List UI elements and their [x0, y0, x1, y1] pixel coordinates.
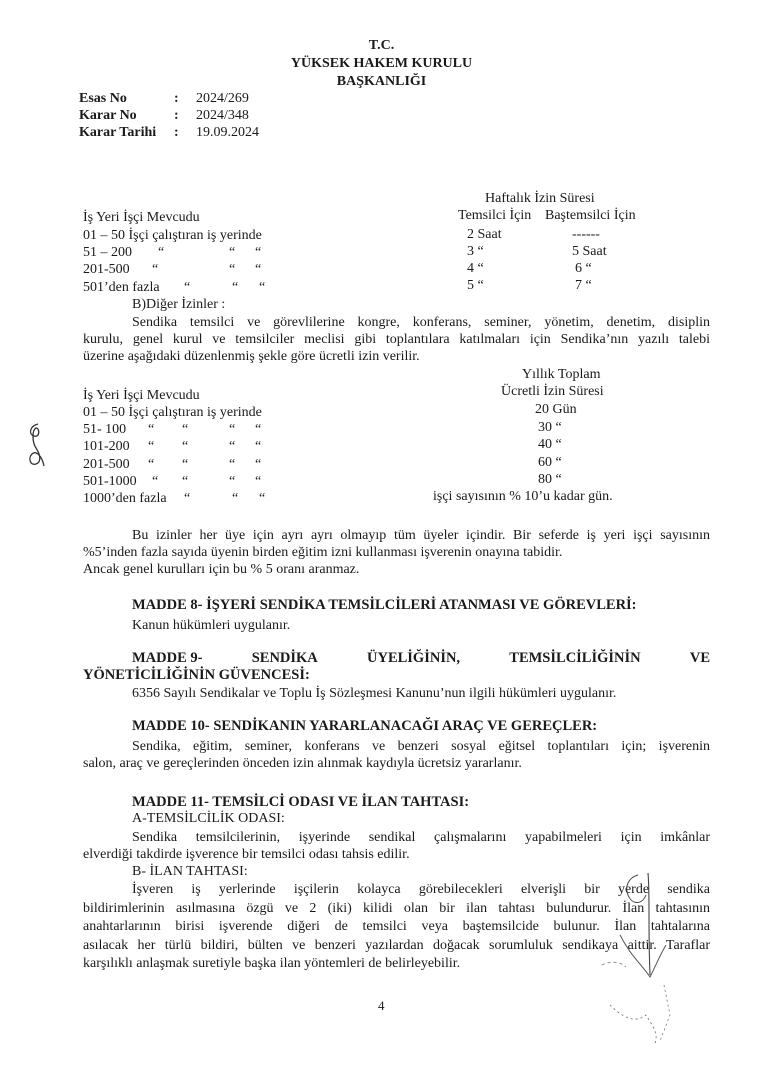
madde10-heading: MADDE 10- SENDİKANIN YARARLANACAĞI ARAÇ VE GEREÇLER:	[132, 718, 598, 734]
paragraph-line: %5’inden fazla sayıda üyenin birden eğitim izni kullanması işverenin onayına tabidir.	[83, 545, 563, 560]
table2-cell: 60 “	[538, 455, 562, 470]
table2-cell: 40 “	[538, 437, 562, 452]
madde10-body	[83, 738, 710, 772]
signature-scribble	[590, 865, 690, 1055]
table2-cell: 80 “	[538, 472, 562, 487]
table1-cell: 5 Saat	[572, 244, 607, 259]
ditto-mark: “	[182, 422, 189, 437]
table1-row-label: 01 – 50 İşçi çalıştıran iş yerinde	[83, 228, 262, 243]
meta-label: Esas No	[79, 91, 127, 106]
meta-value: 19.09.2024	[196, 125, 259, 140]
ditto-mark: “	[229, 474, 236, 489]
ditto-mark: “	[255, 245, 262, 260]
paragraph-line: elverdiği takdirde işverence bir temsilci odası tahsis edilir.	[83, 847, 410, 862]
paragraph-line: Sendika temsilci ve görevlilerine kongre, konferans, seminer, yönetim, denetim, disiplin	[132, 315, 710, 330]
madde9-heading	[132, 650, 710, 667]
ditto-mark: “	[148, 457, 155, 472]
madde11-a-body	[83, 829, 710, 863]
ditto-mark: “	[152, 474, 159, 489]
paragraph-line: İşveren iş yerlerinde işçilerin kolayca görebilecekleri elverişli bir yerde sendika	[132, 882, 710, 897]
ditto-mark: “	[184, 491, 191, 506]
paragraph-line: salon, araç ve gereçlerinden önceden izin alınmak kaydıyla ücretsiz yararlanır.	[83, 756, 522, 771]
ditto-mark: “	[182, 474, 189, 489]
paragraph-line: Sendika temsilcilerinin, işyerinde sendikal çalışmalarını yapabilmeleri için imkânlar	[132, 830, 710, 845]
madde8-body: Kanun hükümleri uygulanır.	[132, 618, 291, 633]
table2-row-label: 1000’den fazla	[83, 491, 167, 506]
table1-cell: 5 “	[467, 278, 484, 293]
madde11-b-title: B- İLAN TAHTASI:	[132, 864, 248, 879]
table1-row-label: 501’den fazla	[83, 280, 160, 295]
ditto-mark: “	[182, 457, 189, 472]
meta-label: Karar No	[79, 108, 137, 123]
madde9-heading-line2: YÖNETİCİLİĞİNİN GÜVENCESİ:	[83, 667, 310, 683]
ditto-mark: “	[232, 280, 239, 295]
table1-cell: 7 “	[575, 278, 592, 293]
ditto-mark: “	[148, 439, 155, 454]
madde9-body: 6356 Sayılı Sendikalar ve Toplu İş Sözleşmesi Kanunu’nun ilgili hükümleri uygulanır.	[132, 686, 617, 701]
header-tc: T.C.	[368, 38, 395, 53]
meta-value: 2024/348	[196, 108, 249, 123]
ditto-mark: “	[255, 439, 262, 454]
heading-word: VE	[689, 650, 710, 666]
ditto-mark: “	[182, 439, 189, 454]
ditto-mark: “	[229, 439, 236, 454]
table1-row-header: İş Yeri İşçi Mevcudu	[83, 210, 200, 225]
ditto-mark: “	[255, 422, 262, 437]
madde8-heading: MADDE 8- İŞYERİ SENDİKA TEMSİLCİLERİ ATANMASI VE GÖREVLERİ:	[132, 597, 637, 613]
table1-row-label: 51 – 200	[83, 245, 132, 260]
table1-cell: 6 “	[575, 261, 592, 276]
header-institution: YÜKSEK HAKEM KURULU	[290, 56, 473, 71]
meta-value: 2024/269	[196, 91, 249, 106]
page-number: 4	[378, 998, 385, 1013]
madde11-a-title: A-TEMSİLCİLİK ODASI:	[132, 811, 285, 826]
table2-cell: 20 Gün	[535, 402, 577, 417]
paragraph-line: Bu izinler her üye için ayrı ayrı olmayıp tüm üyeler içindir. Bir seferde iş yeri işçi sayısının	[132, 528, 710, 543]
ditto-mark: “	[259, 491, 266, 506]
meta-sep: :	[174, 91, 179, 106]
margin-paraph-signature	[18, 420, 54, 470]
paragraph-line: Ancak genel kurulları için bu % 5 oranı aranmaz.	[83, 562, 360, 577]
meta-sep: :	[174, 108, 179, 123]
table1-cell: 3 “	[467, 244, 484, 259]
ditto-mark: “	[259, 280, 266, 295]
header-department: BAŞKANLIĞI	[336, 74, 427, 89]
note-paragraph	[83, 527, 710, 578]
table2-row-label: 01 – 50 İşçi çalıştıran iş yerinde	[83, 405, 262, 420]
heading-word: MADDE 9-	[132, 650, 203, 666]
table1-col-sub2: Baştemsilci İçin	[545, 208, 636, 223]
ditto-mark: “	[255, 262, 262, 277]
heading-word: TEMSİLCİLİĞİNİN	[509, 650, 641, 666]
paragraph-line: asılacak her türlü bildiri, bülten ve benzeri yazılardan doğacak sorumluluk sendikaya aittir. Taraflar	[83, 937, 710, 953]
meta-label: Karar Tarihi	[79, 125, 157, 140]
paragraph-line: kurulu, genel kurul ve temsilciler meclisi gibi toplantılara katılmaları için Sendika’nın yazılı talebi	[83, 332, 710, 347]
table2-row-label: 51- 100	[83, 422, 127, 437]
section-b-title: B)Diğer İzinler :	[132, 297, 226, 312]
table2-row-label: 501-1000	[83, 474, 137, 489]
ditto-mark: “	[158, 245, 165, 260]
paragraph-line: üzerine aşağıdaki düzenlenmiş şekle göre ücretli izin verilir.	[83, 349, 420, 364]
ditto-mark: “	[229, 457, 236, 472]
table1-cell: ------	[572, 227, 600, 242]
paragraph-line: bildirimlerinin asılmasına özgü ve 2 (iki) kilidi olan bir ilan tahtası bulundurur. İlan tahtasının	[83, 900, 710, 916]
ditto-mark: “	[152, 262, 159, 277]
heading-word: ÜYELİĞİNİN,	[367, 650, 461, 666]
heading-word: SENDİKA	[251, 650, 318, 666]
section-b-paragraph	[83, 314, 710, 365]
ditto-mark: “	[229, 245, 236, 260]
table1-cell: 2 Saat	[467, 227, 502, 242]
table2-row-label: 201-500	[83, 457, 130, 472]
paragraph-line: karşılıklı anlaşmak suretiyle başka ilan yöntemleri de belirleyebilir.	[83, 956, 461, 971]
paragraph-line: Sendika, eğitim, seminer, konferans ve benzeri sosyal eğitsel toplantıları için; işverenin	[132, 739, 710, 754]
table1-col-title: Haftalık İzin Süresi	[485, 191, 595, 206]
ditto-mark: “	[255, 474, 262, 489]
ditto-mark: “	[148, 422, 155, 437]
ditto-mark: “	[255, 457, 262, 472]
paragraph-line: anahtarlarının birisi işverende diğeri de temsilci veya baştemsilcide bulunur. İlan tahtalarına	[83, 919, 710, 934]
table2-cell: işçi sayısının % 10’u kadar gün.	[433, 489, 613, 504]
table2-col-title: Ücretli İzin Süresi	[501, 384, 604, 399]
table2-row-label: 101-200	[83, 439, 130, 454]
table1-row-label: 201-500	[83, 262, 130, 277]
ditto-mark: “	[229, 262, 236, 277]
table1-cell: 4 “	[467, 261, 484, 276]
ditto-mark: “	[229, 422, 236, 437]
table2-cell: 30 “	[538, 420, 562, 435]
madde11-heading: MADDE 11- TEMSİLCİ ODASI VE İLAN TAHTASI:	[132, 794, 470, 810]
table2-col-title: Yıllık Toplam	[522, 367, 601, 382]
ditto-mark: “	[184, 280, 191, 295]
table2-row-header: İş Yeri İşçi Mevcudu	[83, 388, 200, 403]
ditto-mark: “	[232, 491, 239, 506]
meta-sep: :	[174, 125, 179, 140]
table1-col-sub1: Temsilci İçin	[458, 208, 532, 223]
